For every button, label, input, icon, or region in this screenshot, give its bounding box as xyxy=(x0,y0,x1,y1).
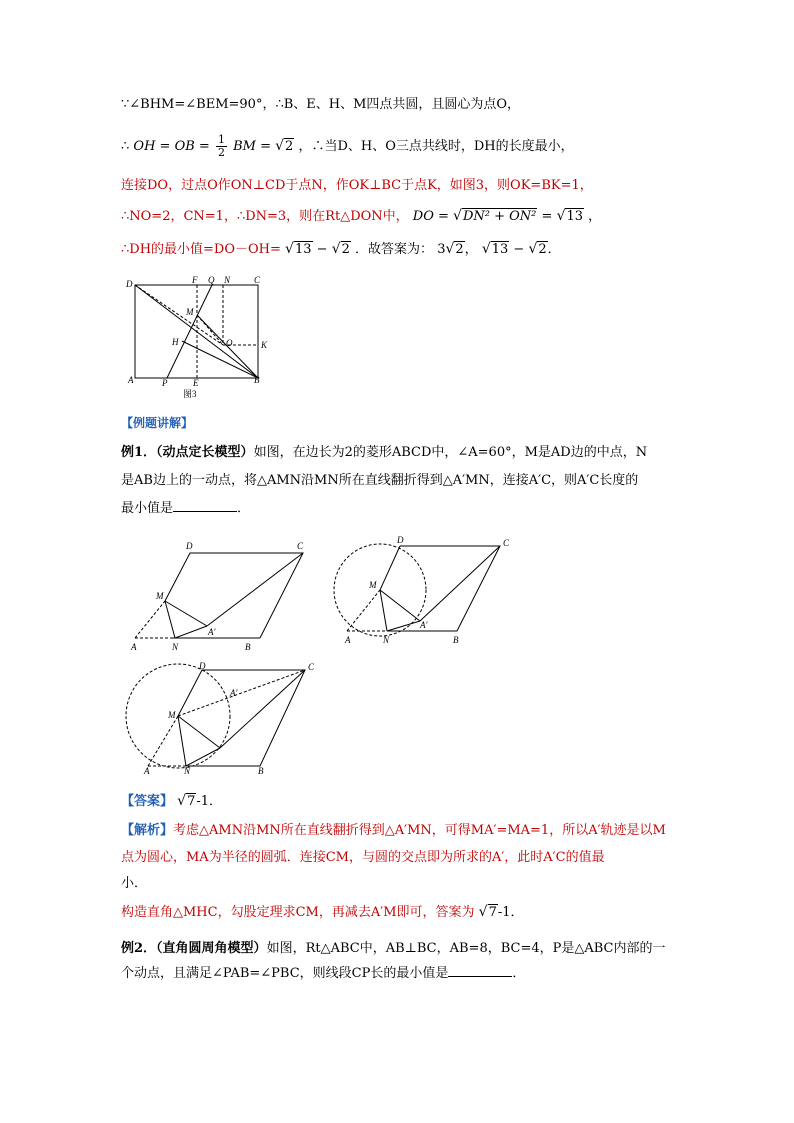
sep: ， xyxy=(464,242,478,257)
minus: − xyxy=(509,242,529,257)
ex1-label: M xyxy=(168,710,176,720)
ex1-answer xyxy=(121,791,222,812)
fig3-label: B xyxy=(254,375,260,385)
ex1-label: D xyxy=(186,541,193,551)
analysis-label: 【解析】 xyxy=(121,823,174,838)
minus: − xyxy=(312,242,332,257)
frac-num: 1 xyxy=(217,133,225,146)
intro-line-3: 连接DO，过点O作ON⊥CD于点N，作OK⊥BC于点K，如图3，则OK=BK=1， xyxy=(121,178,593,193)
line-db xyxy=(135,285,258,378)
ex1-label: A xyxy=(345,635,351,645)
ex2-q: 个动点，且满足∠PAB=∠PBC，则线段CP长的最小值是 xyxy=(121,966,449,981)
line-do xyxy=(135,285,223,345)
sqrt-13: √13 xyxy=(285,241,312,257)
equation-bm: BM = xyxy=(233,139,276,154)
answer-tail: -1． xyxy=(196,794,223,809)
fig3-label: F xyxy=(192,275,198,285)
ex1-line-2: 是AB边上的一动点，将△AMN沿MN所在直线翻折得到△A′MN，连接A′C，则A′C长度的 xyxy=(121,473,639,488)
ex1-label: D xyxy=(397,535,404,545)
answer-prefix: ．故答案为： xyxy=(355,242,434,257)
ex1-text: 如图，在边长为2的菱形ABCD中，∠A=60°，M是AD边的中点，N xyxy=(253,445,648,460)
fig3-label: Q xyxy=(208,275,215,285)
equation-oh-ob: OH = OB = xyxy=(133,139,214,154)
intro-line-1: ∵∠BHM=∠BEM=90°，∴B、E、H、M四点共圆，且圆心为点O， xyxy=(121,97,521,112)
ex1-label: A′ xyxy=(420,620,428,630)
fig3-label: P xyxy=(162,378,168,388)
ex1-label: M xyxy=(156,591,164,601)
sqrt-7: √7 xyxy=(478,904,497,920)
rad-body: 2 xyxy=(285,139,294,154)
ex1-line-1 xyxy=(121,443,647,463)
fig3-label: K xyxy=(261,340,268,350)
ex1-label: 例1． xyxy=(121,445,157,460)
analysis-text: 构造直角△MHC，勾股定理求CM，再减去A′M即可，答案为 xyxy=(121,905,475,920)
rad-body: 7 xyxy=(187,794,196,809)
sqrt-2: √2 xyxy=(445,241,464,257)
fig3-label: C xyxy=(254,275,261,285)
line-hb xyxy=(182,341,258,378)
ex1-q: 最小值是 xyxy=(121,501,174,516)
line-ac xyxy=(207,553,303,626)
ex1-label: N xyxy=(184,766,191,776)
ex1-label: A′ xyxy=(230,688,238,698)
ex1-label: M xyxy=(369,580,377,590)
rhombus-sides xyxy=(178,670,305,766)
fig3-label: O xyxy=(226,338,233,348)
line-mn xyxy=(380,590,387,631)
fig3-label: M xyxy=(186,307,194,317)
section-title: 【例题讲解】 xyxy=(121,416,194,430)
ex2-text: 如图，Rt△ABC中，AB⊥BC，AB=8，BC=4，P是△ABC内部的一 xyxy=(266,941,666,956)
ex1-label: A′ xyxy=(208,627,216,637)
ex1-figure-b xyxy=(325,530,525,650)
equation-do: DO = xyxy=(412,209,454,224)
ex1-label: A xyxy=(131,642,137,652)
frac-den: 2 xyxy=(217,146,225,159)
answer-blank xyxy=(173,511,237,512)
ex1-analysis-3: 小． xyxy=(121,876,148,891)
sqrt-dn-on: √DN² + ON² xyxy=(453,208,537,224)
rad-body: 2 xyxy=(538,242,547,257)
period: ． xyxy=(237,501,251,516)
line-ma xyxy=(165,601,207,626)
equals: = xyxy=(541,209,557,224)
intro-line-2-tail: ，∴当D、H、O三点共线时，DH的长度最小， xyxy=(298,139,574,154)
ex1-label: B xyxy=(258,766,264,776)
line-ma xyxy=(380,590,420,621)
rad-body: 13 xyxy=(294,242,312,257)
ex1-figure-a xyxy=(125,537,320,659)
sqrt-13: √13 xyxy=(481,241,509,257)
line-mn xyxy=(178,716,186,766)
period: ． xyxy=(512,966,526,981)
fraction-one-half xyxy=(216,134,227,159)
line-na xyxy=(186,748,220,766)
ex1-label: C xyxy=(308,662,315,672)
intro-line-4-text: ∴NO=2，CN=1，∴DN=3，则在Rt△DON中， xyxy=(121,209,409,224)
line-na xyxy=(175,626,207,638)
figure-3 xyxy=(120,275,280,400)
rad-body: 13 xyxy=(491,242,509,257)
dash-mc xyxy=(178,670,305,716)
sides-bcd xyxy=(165,553,303,638)
ex1-label: N xyxy=(383,635,390,645)
dash-am xyxy=(135,601,165,638)
fig3-label: A xyxy=(128,375,134,385)
min-dh-text: ∴DH的最小值=DO－OH= xyxy=(121,242,281,257)
sqrt-2: √2 xyxy=(275,138,294,154)
line-ma xyxy=(178,716,220,748)
ex1-label: C xyxy=(297,541,304,551)
fig3-label: D xyxy=(126,279,133,289)
line-ac xyxy=(420,546,500,621)
ex2-line-2 xyxy=(121,964,525,984)
sqrt-13: √13 xyxy=(556,208,584,224)
ex1-label: A xyxy=(144,766,150,776)
sqrt-2: √2 xyxy=(528,241,547,257)
sides-bcd xyxy=(390,546,500,631)
period: ． xyxy=(547,242,561,257)
analysis-text: 考虑△AMN沿MN所在直线翻折得到△A′MN，可得MA′=MA=1，所以A′轨迹是以M xyxy=(173,823,666,838)
side-dm xyxy=(380,546,400,590)
fig3-label: N xyxy=(224,275,231,285)
intro-line-2 xyxy=(121,134,574,159)
ex1-label: D xyxy=(199,661,206,671)
dash-am xyxy=(148,716,178,766)
rad-body: 13 xyxy=(566,209,584,224)
ex1-label: B xyxy=(453,635,459,645)
ex1-analysis-2: 点为圆心，MA为半径的圆弧．连接CM，与圆的交点即为所求的A′，此时A′C的值最 xyxy=(121,850,605,865)
fig3-label: E xyxy=(193,378,199,388)
ex1-label: C xyxy=(503,538,510,548)
rad-body: DN² + ON² xyxy=(462,209,537,224)
line-mo xyxy=(197,315,223,345)
answer-blank xyxy=(448,976,512,977)
ex1-tag: （动点定长模型） xyxy=(156,445,254,460)
line-qp xyxy=(167,285,212,378)
rad-body: 7 xyxy=(488,905,497,920)
dash-am xyxy=(347,590,380,631)
ex1-analysis-4 xyxy=(121,902,524,923)
ex1-analysis-1 xyxy=(121,821,666,841)
rad-body: 2 xyxy=(455,242,464,257)
comma: ， xyxy=(588,209,602,224)
ex2-tag: （直角圆周角模型） xyxy=(156,941,267,956)
fig3-label: H xyxy=(172,337,179,347)
intro-line-4 xyxy=(121,206,601,227)
sqrt-2: √2 xyxy=(331,241,350,257)
fig3-caption: 图3 xyxy=(183,389,197,399)
ex1-label: B xyxy=(245,642,251,652)
ex2-label: 例2． xyxy=(121,941,157,956)
intro-line-5 xyxy=(121,239,561,260)
rad-body: 2 xyxy=(341,242,350,257)
answer-label: 【答案】 xyxy=(121,794,174,809)
coef-3: 3 xyxy=(437,242,446,257)
ex2-line-1 xyxy=(121,939,666,959)
line-ac xyxy=(220,670,305,748)
ex1-label: N xyxy=(172,642,179,652)
therefore-symbol: ∴ xyxy=(121,139,130,154)
sqrt-7: √7 xyxy=(177,793,196,809)
ex1-line-3 xyxy=(121,499,250,519)
analysis-tail: -1． xyxy=(497,905,524,920)
ex1-figure-c xyxy=(120,660,330,778)
